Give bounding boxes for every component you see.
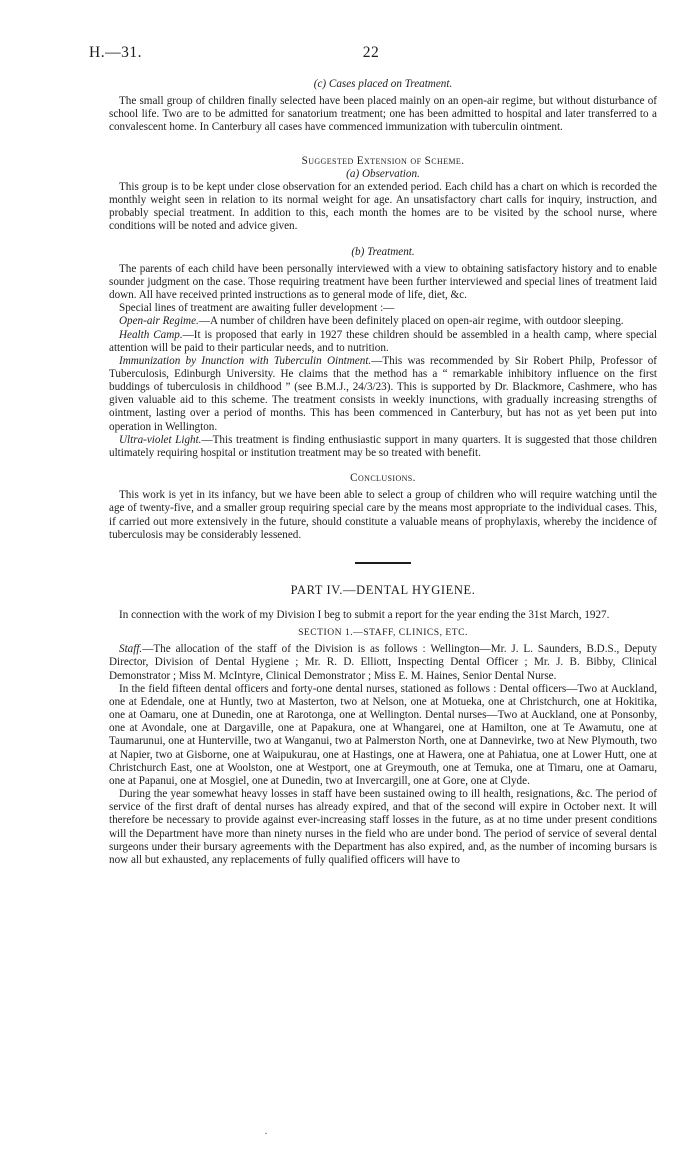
heading-part-iv: PART IV.—DENTAL HYGIENE. [290, 582, 476, 597]
open-air-regime-lead: Open-air Regime. [119, 315, 199, 328]
paragraph-field-stations: In the field fifteen dental officers and forty-one dental nurses, stationed as follows : Dental officers—Two at Auckland, one at Edendale, one at Huntly, two at Masterton, two at Nelson, one at Motueka, one at Christchurch, one at Hokitika, one at Oamaru, one at Dunedin, one at Rarotonga, one at Wellington. Dental nurses—Two at Auckland, one at Ponsonby, one at Avondale, one at Dargaville, one at Papakura, one at Whangarei, one at Hamilton, one at Te Awamutu, one at Taumarunui, one at Hunterville, two at Wanganui, two at Palmerston North, one at Dannevirke, two at New Plymouth, two at Napier, two at Gisborne, one at Waipukurau, one at Hastings, one at Hawera, one at Pahiatua, one at Lower Hutt, one at Christchurch East, one at Woolston, one at Westport, one at Greymouth, one at Temuka, one at Timaru, one at Oamaru, one at Papanui, one at Mosgiel, one at Dunedin, two at Invercargill, one at Gore, one at Clyde. [109, 682, 657, 787]
staff-text: —The allocation of the staff of the Division is as follows : Wellington—Mr. J. L. Saunders, B.D.S., Deputy Director, Division of Dental Hygiene ; Mr. R. D. Elliott, Inspecting Dental Officer ; Mr. J. B. Bibby, Clinical Demonstrator ; Miss M. McIntyre, Clinical Demonstrator ; Miss E. M. Haines, Senior Dental Nurse. [109, 643, 657, 682]
subheading-treatment: (b) Treatment. [351, 245, 415, 258]
footer-mark: · [264, 1126, 268, 1140]
paragraph-part-iv-intro: In connection with the work of my Division I beg to submit a report for the year ending the 31st March, 1927. [119, 609, 610, 621]
paragraph-ultra-violet [109, 434, 657, 460]
paragraph-observation: This group is to be kept under close observation for an extended period. Each child has a chart on which is recorded the monthly weight seen in relation to its normal weight for age. An unsatisfactory chart calls for inquiry, instruction, and probably special treatment. In addition to this, each month the homes are to be visited by the school nurse, where conditions will be noted and advice given. [109, 180, 657, 233]
paragraph-special-lines: Special lines of treatment are awaiting fuller development :— [119, 302, 395, 315]
heading-conclusions: Conclusions. [350, 472, 416, 485]
page-body [109, 78, 657, 867]
page-header [89, 44, 657, 66]
report-reference: H.—31. [89, 44, 142, 61]
subheading-cases-treatment: (c) Cases placed on Treatment. [313, 78, 453, 90]
paragraph-treatment-interviews: The parents of each child have been personally interviewed with a view to obtaining satisfactory history and to enable sounder judgment on the case. Those requiring treatment have been further interviewed and special lines of treatment laid down. All have received printed instructions as to general mode of life, diet, &c. [109, 262, 657, 302]
subheading-observation: (a) Observation. [346, 167, 420, 180]
page-number: 22 [362, 44, 380, 61]
staff-lead: Staff. [119, 643, 143, 656]
heading-section-1: SECTION 1.—STAFF, CLINICS, ETC. [298, 627, 468, 639]
paragraph-inunction [109, 355, 657, 434]
health-camp-text: —It is proposed that early in 1927 these children should be assembled in a health camp, where special attention will be paid to their particular needs, and to nutrition. [109, 328, 657, 354]
paragraph-open-air-regime [109, 315, 657, 328]
ultra-violet-text: —This treatment is finding enthusiastic support in many quarters. It is suggested that those children ultimately requiring hospital or institution treatment may be so treated with benefit. [109, 433, 657, 459]
paragraph-staff [109, 643, 657, 682]
heading-suggested-extension: Suggested Extension of Scheme. [301, 154, 465, 167]
paragraph-cases-treatment: The small group of children finally selected have been placed mainly on an open-air regime, but without disturbance of school life. Two are to be admitted for sanatorium treatment; one has been admitted to hospital and later transferred to a convalescent home. In Canterbury all cases have commenced immunization with tuberculin ointment. [109, 95, 657, 134]
inunction-lead: Immunization by Inunction with Tuberculin Ointment. [119, 354, 372, 367]
health-camp-lead: Health Camp. [119, 328, 183, 341]
paragraph-conclusions: This work is yet in its infancy, but we have been able to select a group of children who will require watching until the age of twenty-five, and a smaller group requiring special care by the means most appropriate to the individual cases. This, if carried out more extensively in the future, should constitute a valuable means of prophylaxis, whereby the incidence of tuberculosis may be considerably lessened. [109, 489, 657, 541]
ultra-violet-lead: Ultra-violet Light. [119, 433, 202, 446]
open-air-regime-text: —A number of children have been definitely placed on open-air regime, with outdoor sleeping. [198, 315, 624, 328]
paragraph-health-camp [109, 329, 657, 355]
inunction-text: —This was recommended by Sir Robert Philp, Professor of Tuberculosis, Edinburgh University. He claims that the method has a “ remarkable inhibitory influence on the first buddings of tuberculosis in childhood ” (see B.M.J., 24/3/23). This is supported by Dr. Blackmore, Cashmere, who has given valuable aid to this scheme. The treatment consists in weekly inunctions, with gradually increasing strengths of ointment, lasting over a period of months. This has been commenced in Canterbury, but has not as yet been put into operation in Wellington. [109, 354, 658, 433]
paragraph-staff-losses: During the year somewhat heavy losses in staff have been sustained owing to ill health, resignations, &c. The period of service of the first draft of dental nurses has already expired, and that of the second will expire in October next. It will therefore be necessary to provide against ever-increasing staff losses in the future, as at no time under present conditions will the Department have more than ninety nurses in the field who are under bond. The period of service of several dental surgeons under their bursary agreements with the Department has also expired, and, as the number of incoming bursars is now all but exhausted, any replacements of fully qualified officers will have to [109, 788, 657, 866]
